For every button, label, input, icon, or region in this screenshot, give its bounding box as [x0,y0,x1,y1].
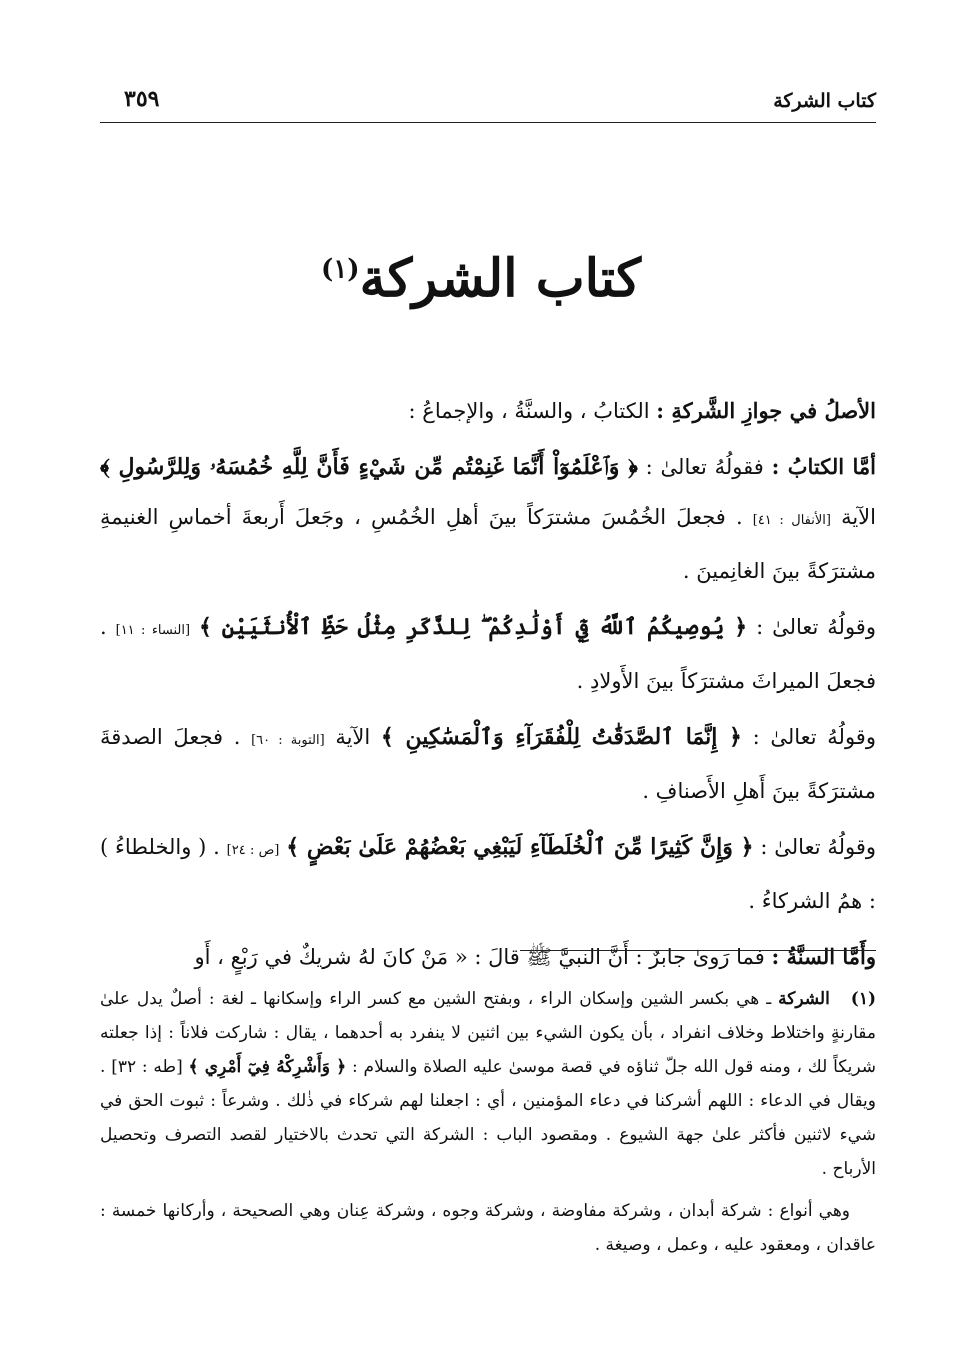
footnote-text: ـ هي بكسر الشين وإسكان الراء ، وبفتح الشين مع كسر الراء وإسكانها ـ لغة : أصلٌ يدل علىٰ مقارنةٍ واختلاط وخلاف انفراد ، بأن يكون الشيء بين اثنين لا ينفرد به أحدهما ، يقال : شاركت فلاناً : إذا جعلته شريكاً لك ، ومنه قول الله جلّ ثناؤه في قصة موسىٰ عليه الصلاة والسلام : [100,989,877,1077]
footnote-quran-verse: ﴿ وَأَشْرِكْهُ فِيٓ أَمْرِي ﴾ [188,1057,347,1077]
footnote-lead: الشركة [778,989,830,1009]
chapter-footnote-ref: (١) [321,254,360,285]
paragraph-origin [100,386,876,436]
footnote-text-b: [طه : ٣٢] . ويقال في الدعاء : اللهم أشركنا في دعاء المؤمنين ، أي : اجعلنا لهم شركاء في ذٰلك . وشرعاً : ثبوت الحق في شيء لاثنين فأكثر علىٰ جهة الشيوع . ومقصود الباب : الشركة التي تحدث بالاختيار لقصد التصرف وتحصيل الأرباح . [100,1057,876,1179]
citation-tawbah: [التوبة : ٦٠] [251,733,325,748]
running-title: كتاب الشركة [773,90,876,112]
paragraph-inheritance [100,602,876,706]
footnote-divider [520,950,876,951]
paragraph-partners [100,822,876,926]
charity-text-b: الآية [335,725,371,749]
page-number: ٣٥٩ [124,86,160,112]
charity-text-a: وقولُهُ تعالىٰ : [752,725,876,749]
sunnah-lead: وأَمَّا السنَّةُ : [771,944,876,969]
footnotes [100,982,876,1262]
partners-text-a: وقولُهُ تعالىٰ : [760,835,877,859]
chapter-title-text: كتاب الشركة [359,248,641,309]
charity-text-c: . فجعلَ الصدقةَ مشترَكةً بينَ أَهلِ الأَصنافِ . [100,725,876,803]
main-text [100,386,876,988]
footnote-number: (١) [850,989,877,1009]
book-text-c: . فجعلَ الخُمُسَ مشترَكاً بينَ أهلِ الخُمُسِ ، وجَعلَ أَربعةَ أخماسِ الغنيمةِ مشترَكةً بينَ الغانِمينَ . [100,505,876,583]
footnote-1 [100,982,876,1186]
paragraph-book [100,442,876,596]
paragraph-charity [100,712,876,816]
quran-verse-anfal: ﴿ وَٱعْلَمُوٓاْ أَنَّمَا غَنِمْتُم مِّن شَيْءٍ فَأَنَّ لِلَّهِ خُمُسَهُۥ وَلِلرَّسُولِ ﴾ [100,454,638,480]
book-lead: أمَّا الكتابُ : [771,454,876,479]
inheritance-text-b: . فجعلَ الميراثَ مشترَكاً بينَ الأَولادِ . [100,615,876,693]
partners-text-b: . ( والخلطاءُ ) : همُ الشركاءُ . [100,835,876,913]
running-header [100,82,876,123]
book-text-a: فقولُهُ تعالىٰ : [645,455,764,479]
book-text-b: الآية [841,505,876,529]
citation-sad: [ص : ٢٤] [226,843,280,858]
quran-verse-nisa: ﴿ يُوصِيكُمُ ٱللَّهُ فِيٓ أَوْلَٰدِكُمْ ۖ لِلذَّكَرِ مِثْلُ حَظِّ ٱلْأُنثَيَيْنِ ﴾ [199,614,748,640]
chapter-title [0,248,962,309]
sunnah-text: فما رَوىٰ جابرٌ : أَنَّ النبيَّ ﷺ قالَ : « مَنْ كانَ لهُ شريكٌ في رَبْعٍ ، أَو [194,945,765,969]
inheritance-text-a: وقولُهُ تعالىٰ : [756,615,876,639]
quran-verse-sad: ﴿ وَإِنَّ كَثِيرًا مِّنَ ٱلْخُلَطَآءِ لَيَبْغِي بَعْضُهُمْ عَلَىٰ بَعْضٍ ﴾ [286,834,754,860]
origin-heading: الأصلُ في جوازِ الشَّركةِ : [656,398,876,423]
paragraph-sunnah [100,932,876,982]
origin-text: الكتابُ ، والسنَّةُ ، والإجماعُ : [408,399,650,423]
footnote-paragraph-2: وهي أنواع : شركة أبدان ، وشركة مفاوضة ، وشركة وجوه ، وشركة عِنان وهي الصحيحة ، وأركانها خمسة : عاقدان ، ومعقود عليه ، وعمل ، وصيغة . [100,1201,876,1255]
citation-anfal: [الأنفال : ٤١] [752,513,831,528]
citation-nisa: [النساء : ١١] [115,623,191,638]
quran-verse-tawbah: ﴿ إِنَّمَا ٱلصَّدَقَٰتُ لِلْفُقَرَآءِ وَٱلْمَسَٰكِينِ ﴾ [380,724,742,750]
